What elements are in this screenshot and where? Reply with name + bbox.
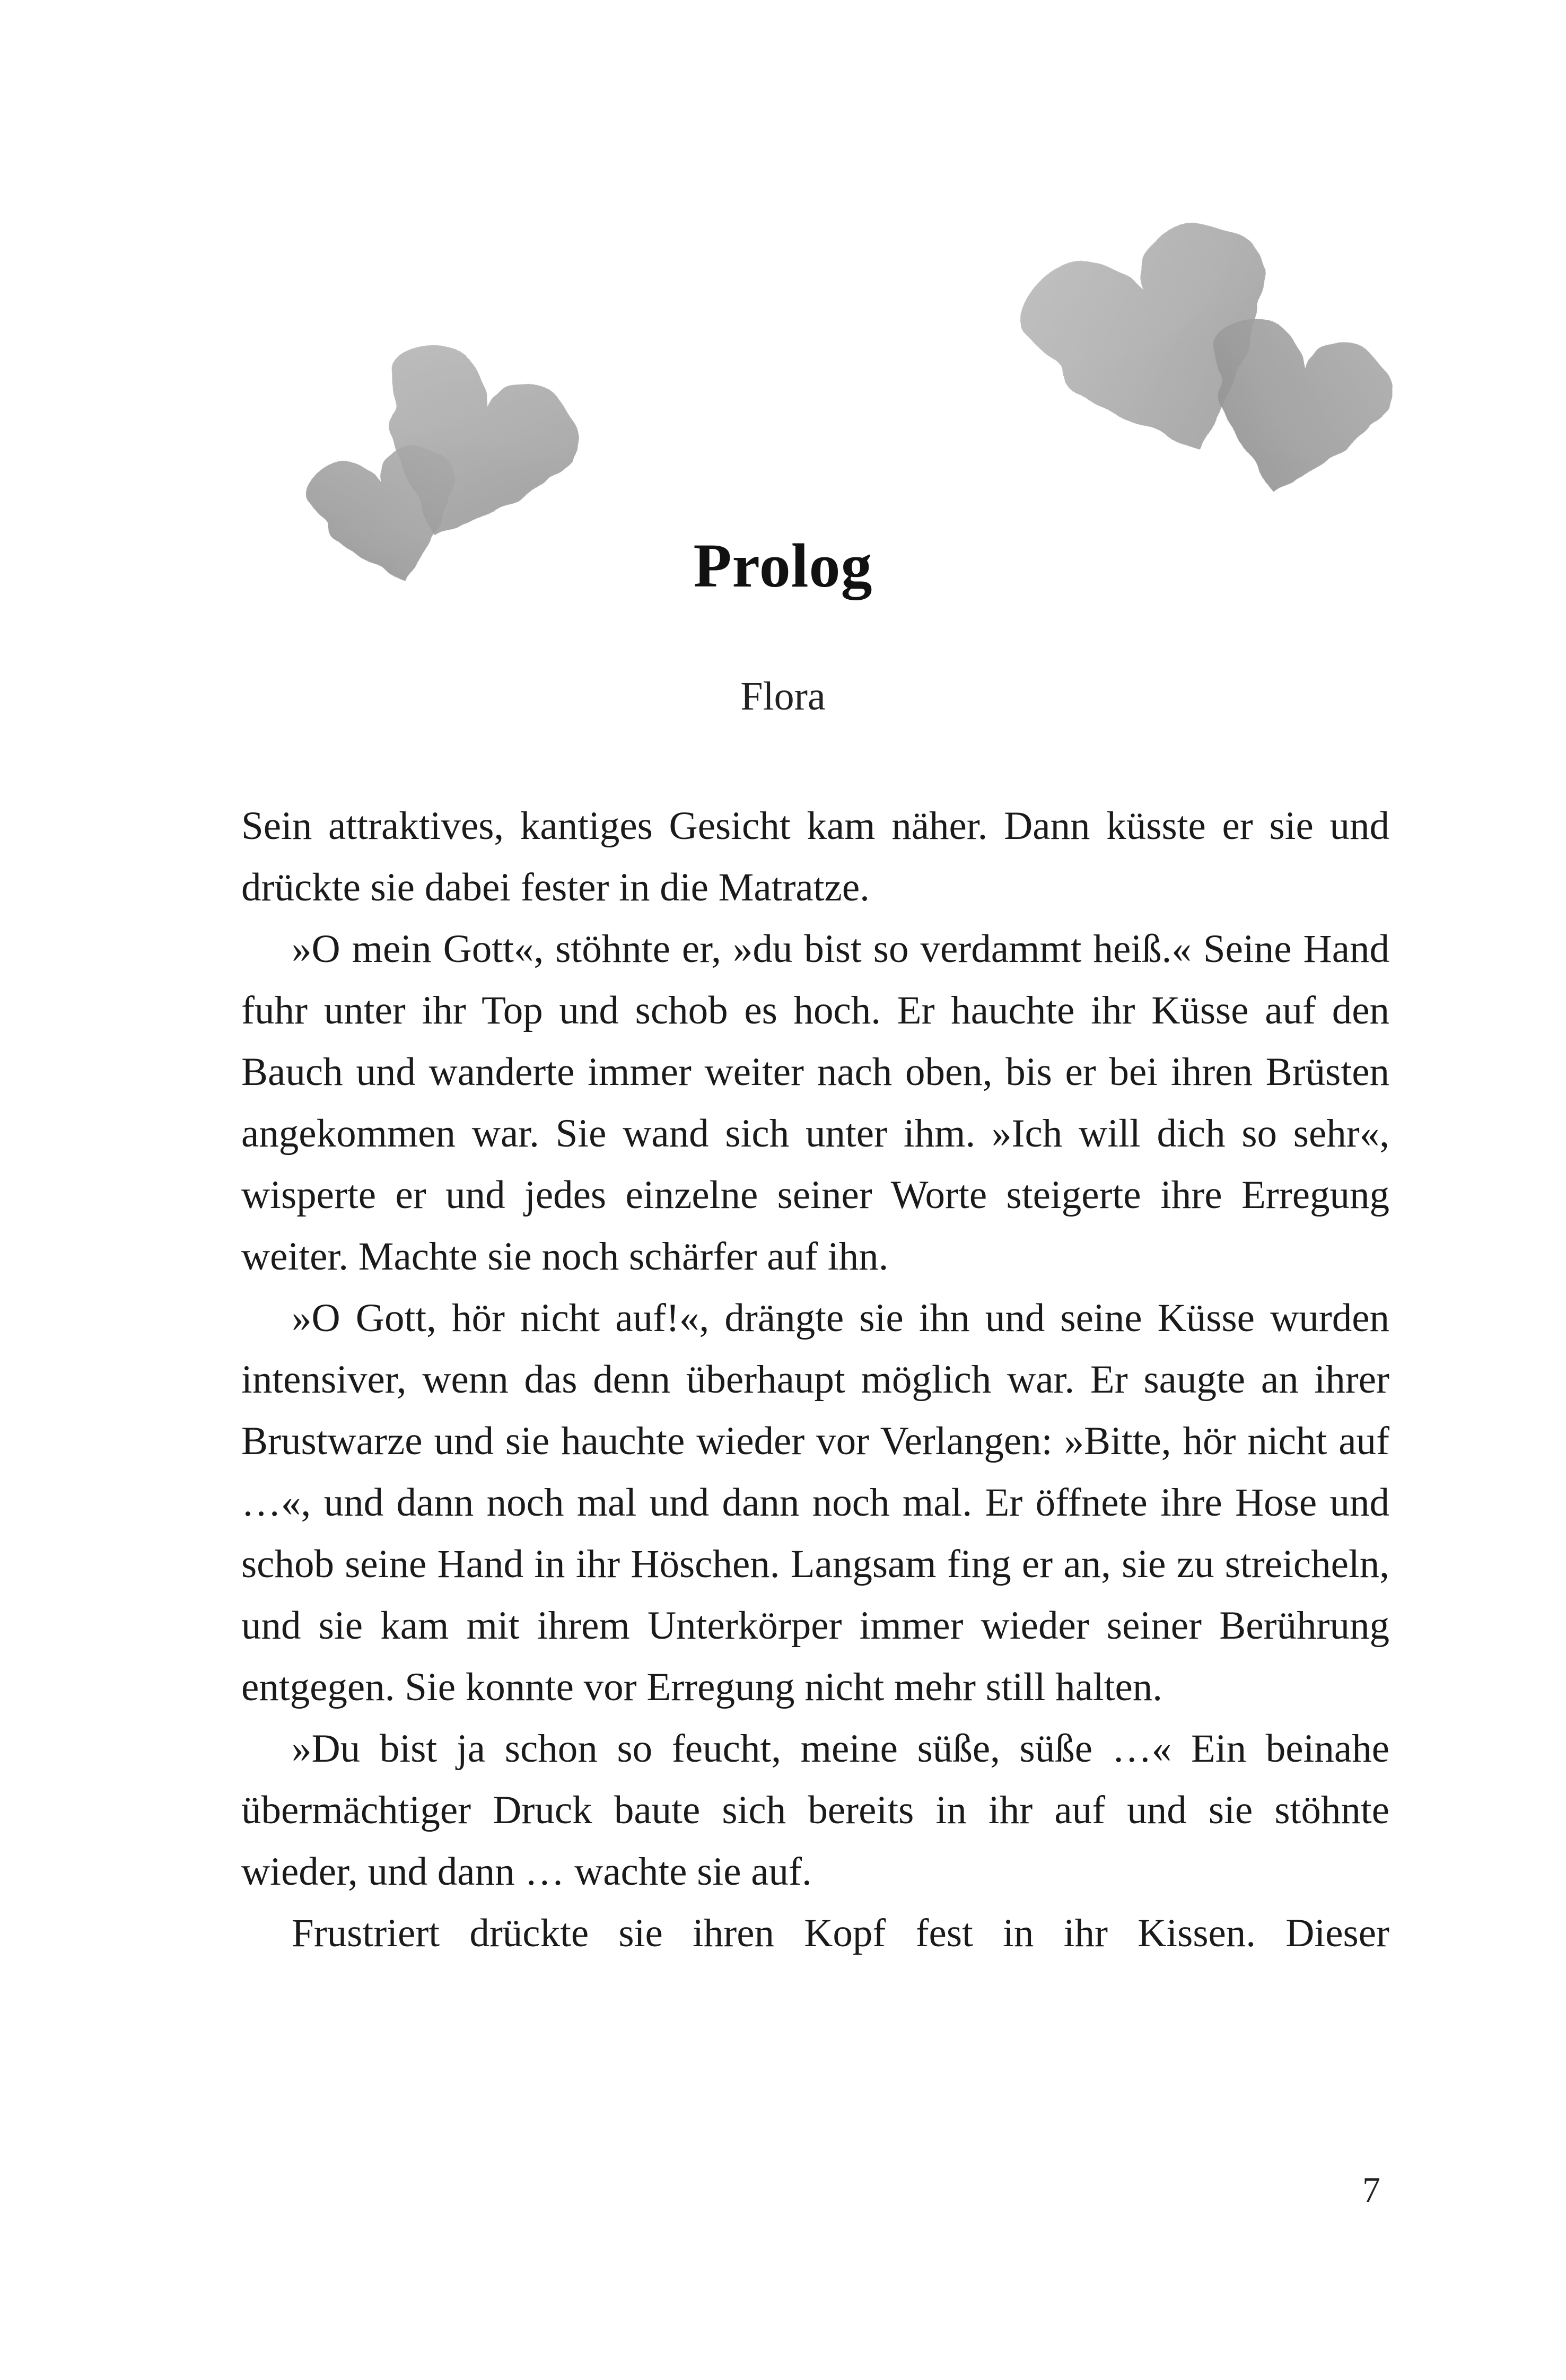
paragraph: »Du bist ja schon so feucht, meine süße, süße …« Ein beinahe übermächtiger Druck baute sich bereits in ihr auf und sie stöhnte wieder, und dann … wachte sie auf.: [241, 1727, 1389, 1894]
chapter-body: [241, 795, 1389, 1964]
paragraph: »O mein Gott«, stöhnte er, »du bist so verdammt heiß.« Seine Hand fuhr unter ihr Top und schob es hoch. Er hauchte ihr Küsse auf den Bauch und wanderte immer weiter nach oben, bis er bei ihren Brüsten angekommen war. Sie wand sich unter ihm. »Ich will dich so sehr«, wisperte er und jedes einzelne seiner Worte steigerte ihre Erregung weiter. Machte sie noch schärfer auf ihn.: [241, 927, 1389, 1279]
paragraph: Frustriert drückte sie ihren Kopf fest in ihr Kissen. Dieser: [292, 1911, 1389, 1955]
page-number: 7: [1362, 2169, 1380, 2210]
paragraph: »O Gott, hör nicht auf!«, drängte sie ihn und seine Küsse wurden intensiver, wenn das denn überhaupt möglich war. Er saugte an ihrer Brustwarze und sie hauchte wieder vor Verlangen: »Bitte, hör nicht auf …«, und dann noch mal und dann noch mal. Er öffnete ihre Hose und schob seine Hand in ihr Höschen. Langsam fing er an, sie zu streicheln, und sie kam mit ihrem Unterkörper immer wieder seiner Berührung entgegen. Sie konnte vor Erregung nicht mehr still halten.: [241, 1296, 1389, 1709]
chapter-title: Prolog: [693, 531, 873, 601]
paragraph: Sein attraktives, kantiges Gesicht kam näher. Dann küsste er sie und drückte sie dabei fester in die Matratze.: [241, 804, 1389, 909]
chapter-speaker: Flora: [740, 674, 826, 719]
